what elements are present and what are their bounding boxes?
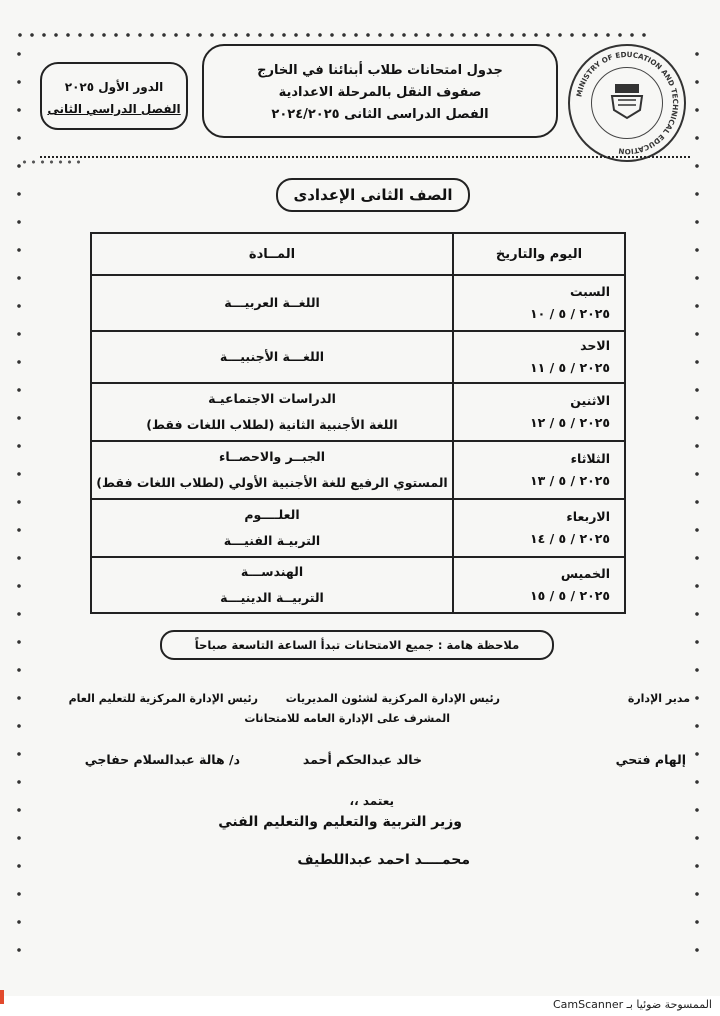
subject-cell (91, 499, 453, 557)
director-title: مدير الإدارة (627, 692, 690, 705)
session-round: الدور الأول ٢٠٢٥ (64, 80, 164, 94)
day-name: الخميس (560, 566, 610, 581)
session-term: الفصل الدراسي الثانى (47, 102, 181, 116)
ministry-logo (568, 44, 686, 162)
header-line-2: صفوف النقل بالمرحلة الاعدادية (278, 85, 482, 100)
table-row (91, 331, 625, 383)
subject: العلــــوم (244, 507, 300, 522)
table-row (91, 557, 625, 613)
general-ed-name: د/ هالة عبدالسلام حفاجي (84, 752, 240, 767)
day-date-cell (453, 557, 625, 613)
subject-cell (91, 441, 453, 499)
camscanner-mark-icon (0, 990, 4, 1004)
exam-date: ٢٠٢٥ / ٥ / ١٠ (530, 306, 610, 321)
subject-cell (91, 331, 453, 383)
header-line-3: الفصل الدراسى الثانى ٢٠٢٤/٢٠٢٥ (271, 107, 489, 122)
day-date-cell (453, 499, 625, 557)
day-date-cell (453, 331, 625, 383)
header-subject: المــادة (91, 233, 453, 275)
table-row (91, 499, 625, 557)
subject: اللغــة العربيـــة (224, 295, 320, 310)
exam-date: ٢٠٢٥ / ٥ / ١١ (530, 360, 610, 375)
central-affairs-name: خالد عبدالحكم أحمد (302, 752, 422, 767)
day-name: الاحد (580, 338, 610, 353)
subject: الهندســـة (240, 564, 304, 579)
subject: التربيـة الفنيـــة (223, 533, 321, 548)
subject-cell (91, 275, 453, 331)
day-name: الثلاثاء (570, 451, 610, 466)
logo-arc-text: MINISTRY OF EDUCATION AND TECHNICAL EDUCATION (574, 49, 681, 157)
grade-title: الصف الثانى الإعدادى (276, 178, 470, 212)
header-divider (40, 156, 690, 158)
left-dotted-border (16, 40, 22, 970)
exam-date: ٢٠٢٥ / ٥ / ١٣ (530, 473, 610, 488)
subject: المستوي الرفيع للغة الأجنبية الأولي (لطلاب اللغات فقط) (96, 475, 448, 490)
central-affairs-title: رئيس الإدارة المركزية لشئون المديريات (285, 692, 500, 705)
minister-name: محمــــد احمد عبداللطيف (297, 852, 470, 868)
corner-dots (20, 160, 80, 164)
day-date-cell (453, 383, 625, 441)
subject-cell (91, 557, 453, 613)
approval-label: يعتمد ،، (349, 794, 394, 808)
scanner-footer-text: الممسوحة ضوئيا بـ CamScanner (552, 998, 712, 1011)
header-line-1: جدول امتحانات طلاب أبنائنا في الخارج (257, 63, 503, 78)
exam-schedule-table (90, 232, 626, 614)
table-header-row (91, 233, 625, 275)
day-date-cell (453, 441, 625, 499)
table-row (91, 275, 625, 331)
exam-date: ٢٠٢٥ / ٥ / ١٤ (530, 531, 610, 546)
exam-date: ٢٠٢٥ / ٥ / ١٥ (530, 588, 610, 603)
subject: التربيــة الدينيـــة (220, 590, 324, 605)
minister-title: وزير التربية والتعليم والتعليم الفني (218, 814, 462, 830)
central-affairs-subtitle: المشرف على الإدارة العامه للامتحانات (244, 712, 450, 725)
header-title-box (202, 44, 558, 138)
subject: الجبــر والاحصــاء (218, 449, 326, 464)
logo-ring-svg (570, 46, 684, 160)
day-name: الاربعاء (566, 509, 610, 524)
day-name: السبت (569, 284, 610, 299)
subject: اللغة الأجنبية الثانية (لطلاب اللغات فقط) (146, 417, 398, 432)
exam-date: ٢٠٢٥ / ٥ / ١٢ (530, 415, 610, 430)
header-day-date: اليوم والتاريخ (453, 233, 625, 275)
day-date-cell (453, 275, 625, 331)
general-ed-title: رئيس الإدارة المركزية للتعليم العام (68, 692, 258, 705)
table-row (91, 441, 625, 499)
subject: الدراسات الاجتماعيـة (208, 391, 336, 406)
table-row (91, 383, 625, 441)
important-note: ملاحظة هامة : جميع الامتحانات تبدأ الساعة التاسعة صباحاً (160, 630, 554, 660)
subject-cell (91, 383, 453, 441)
day-name: الاثنين (570, 393, 610, 408)
top-dotted-border (14, 32, 654, 38)
session-box (40, 62, 188, 130)
director-name: إلهام فتحي (615, 752, 686, 767)
subject: اللغـــة الأجنبيـــة (219, 349, 325, 364)
right-dotted-border (694, 40, 700, 970)
